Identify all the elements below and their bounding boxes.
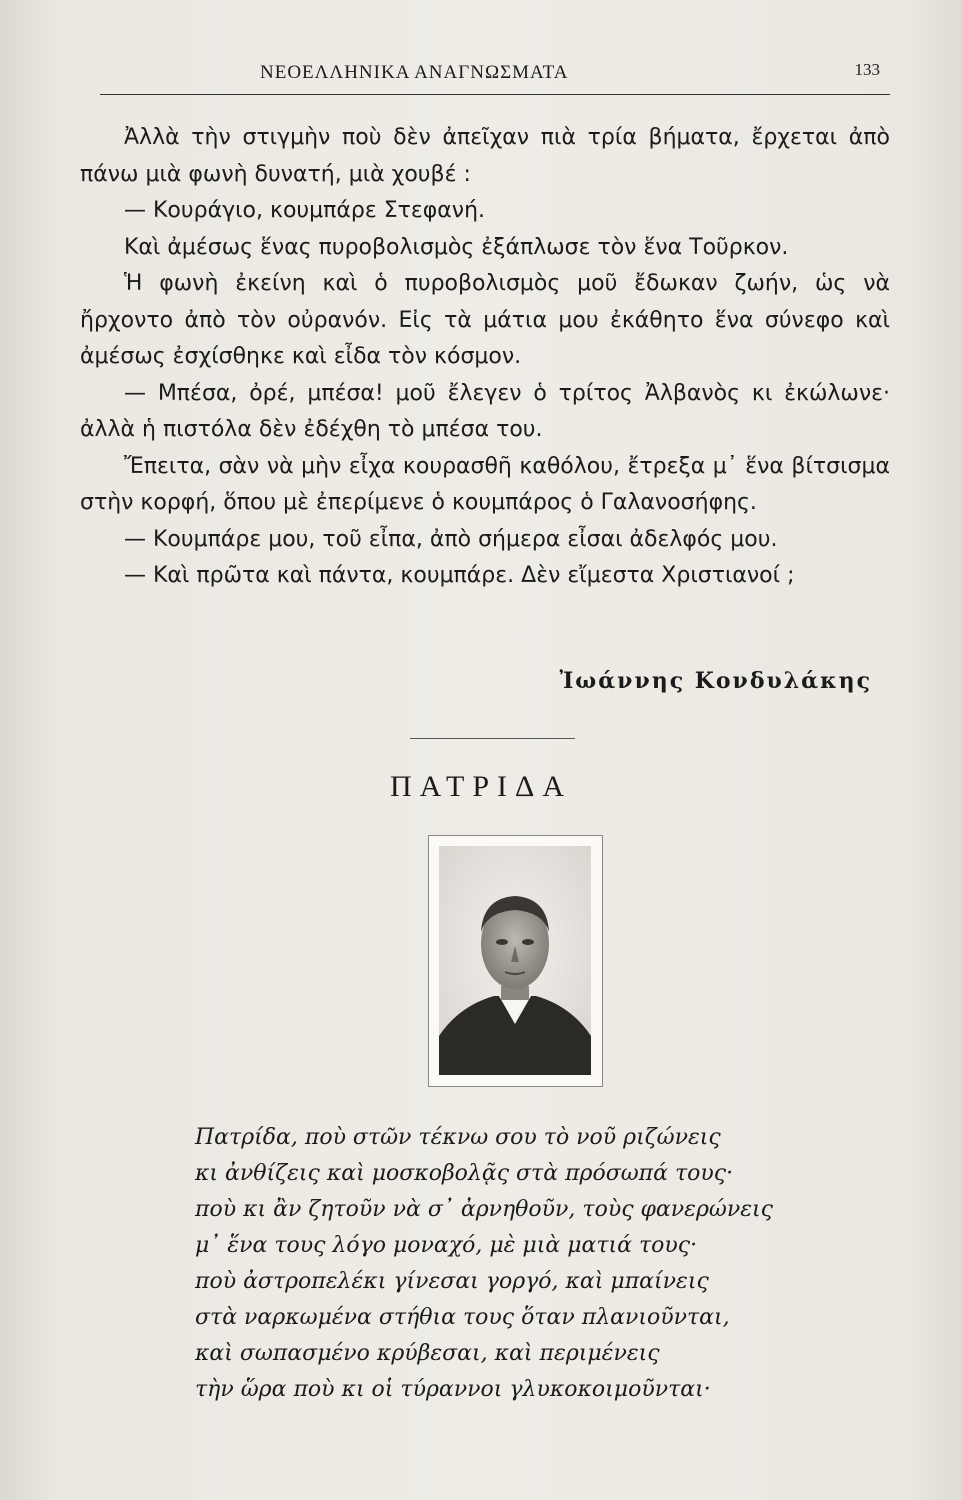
page-header <box>110 62 880 96</box>
paragraph: Ἀλλὰ τὴν στιγμὴν ποὺ δὲν ἀπεῖχαν πιὰ τρία βήματα, ἔρχεται ἀπὸ πάνω μιὰ φωνὴ δυνατή, μιὰ χουβέ : <box>80 125 890 187</box>
author-portrait <box>428 835 603 1087</box>
poem-body <box>195 1120 885 1408</box>
poem-title: ΠΑΤΡΙΔΑ <box>390 770 572 803</box>
poem-line: ποὺ κι ἂν ζητοῦν νὰ σ᾽ ἀρνηθοῦν, τοὺς φανερώνεις <box>195 1197 773 1222</box>
running-title: ΝΕΟΕΛΛΗΝΙΚΑ ΑΝΑΓΝΩΣΜΑΤΑ <box>260 62 569 83</box>
poem-line: Πατρίδα, ποὺ στῶν τέκνω σου τὸ νοῦ ριζώνεις <box>195 1125 721 1150</box>
page-number: 133 <box>854 60 880 79</box>
poem-line: τὴν ὥρα ποὺ κι οἱ τύραννοι γλυκοκοιμοῦνται· <box>195 1377 711 1402</box>
poem-line: καὶ σωπασμένο κρύβεσαι, καὶ περιμένεις <box>195 1341 660 1366</box>
header-rule <box>100 94 890 95</box>
paragraph: — Καὶ πρῶτα καὶ πάντα, κουμπάρε. Δὲν εἴμεστα Χριστιανοί ; <box>124 563 795 588</box>
paragraph: Καὶ ἀμέσως ἕνας πυροβολισμὸς ἐξάπλωσε τὸν ἕνα Τοῦρκον. <box>124 234 789 260</box>
portrait-photo <box>439 846 591 1075</box>
poem-line: κι ἀνθίζεις καὶ μοσκοβολᾷς στὰ πρόσωπά τους· <box>195 1161 734 1186</box>
paragraph: — Μπέσα, ὀρέ, μπέσα! μοῦ ἔλεγεν ὁ τρίτος Ἀλβανὸς κι ἐκώλωνε· ἀλλὰ ἡ πιστόλα δὲν ἐδέχθη τὸ μπέσα του. <box>80 380 890 442</box>
paragraph: — Κουμπάρε μου, τοῦ εἶπα, ἀπὸ σήμερα εἶσαι ἀδελφός μου. <box>124 526 778 552</box>
poem-line: μ᾽ ἕνα τους λόγο μοναχό, μὲ μιὰ ματιά τους· <box>195 1233 698 1258</box>
paragraph: Ἔπειτα, σὰν νὰ μὴν εἶχα κουρασθῆ καθόλου, ἔτρεξα μ᾽ ἕνα βίτσισμα στὴν κορφή, ὅπου μὲ ἐπερίμενε ὁ κουμπάρος ὁ Γαλανοσήφης. <box>80 453 890 515</box>
section-divider <box>410 738 575 739</box>
poem-line: ποὺ ἀστροπελέκι γίνεσαι γοργό, καὶ μπαίνεις <box>195 1269 709 1294</box>
paragraph: Ἡ φωνὴ ἐκείνη καὶ ὁ πυροβολισμὸς μοῦ ἔδωκαν ζωήν, ὡς νὰ ἤρχοντο ἀπὸ τὸν οὐρανόν. Εἰς τὰ μάτια μου ἐκάθητο ἕνα σύνεφο καὶ ἀμέσως ἐσχίσθηκε καὶ εἶδα τὸν κόσμον. <box>80 271 890 369</box>
poem-line: στὰ ναρκωμένα στήθια τους ὅταν πλανιοῦνται, <box>195 1305 730 1330</box>
author-signature: Ἰωάννης Κονδυλάκης <box>559 668 872 694</box>
paragraph: — Κουράγιο, κουμπάρε Στεφανή. <box>124 198 486 223</box>
prose-text <box>80 120 890 595</box>
